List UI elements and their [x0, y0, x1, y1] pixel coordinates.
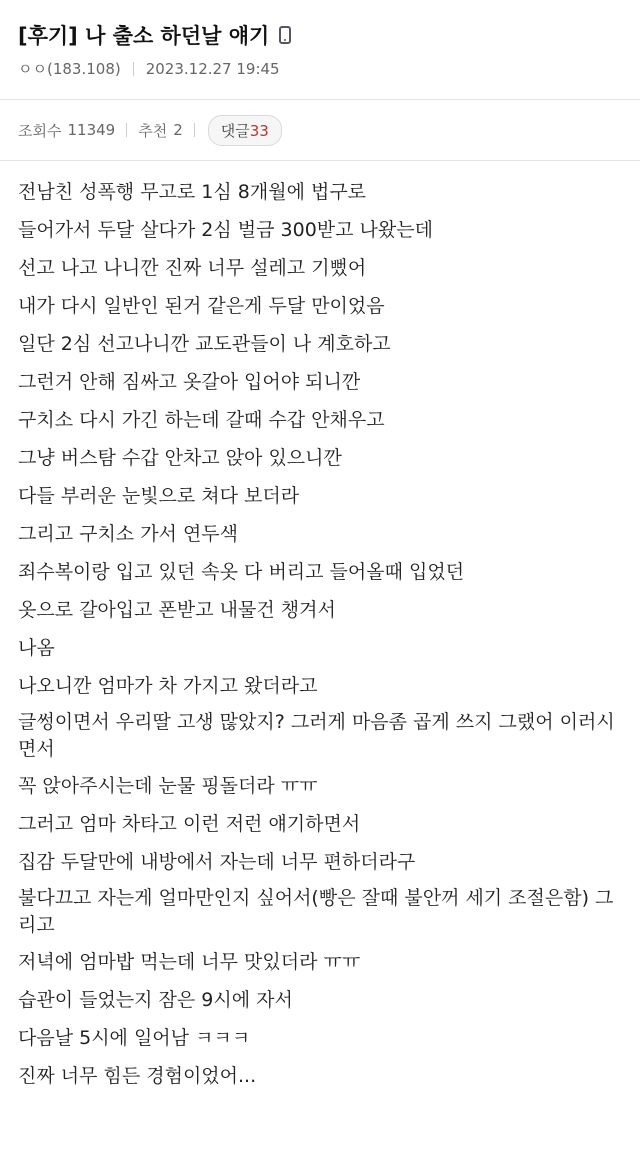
recommend-label: 추천	[138, 121, 168, 140]
body-line: 집감 두달만에 내방에서 자는데 너무 편하더라구	[18, 851, 416, 873]
divider	[194, 123, 195, 137]
divider	[133, 62, 134, 76]
body-line: 다음날 5시에 일어남 ㅋㅋㅋ	[18, 1027, 251, 1049]
comments-button[interactable]	[208, 115, 282, 146]
post-title: [후기] 나 출소 하던날 얘기	[18, 24, 270, 48]
body-line: 그냥 버스탐 수갑 안차고 앉아 있으니깐	[18, 447, 342, 469]
post-body	[0, 161, 640, 1095]
views-count: 11349	[67, 121, 116, 139]
body-line: 죄수복이랑 입고 있던 속옷 다 버리고 들어올때 입었던	[18, 561, 465, 583]
body-line: 글썽이면서 우리딸 고생 많았지? 그러게 마음좀 곱게 쓰지 그랬어 이러시면서	[18, 711, 615, 760]
body-line: 나옴	[18, 637, 55, 659]
post-title-row	[18, 18, 622, 52]
body-line: 불다끄고 자는게 얼마만인지 싶어서(빵은 잘때 불안꺼 세기 조절은함) 그리고	[18, 887, 614, 936]
post-date: 2023.12.27 19:45	[145, 59, 280, 78]
body-line: 진짜 너무 힘든 경험이었어...	[18, 1065, 257, 1087]
body-line: 그리고 구치소 가서 연두색	[18, 523, 239, 545]
body-line: 일단 2심 선고나니깐 교도관들이 나 계호하고	[18, 333, 391, 355]
body-line: 저녁에 엄마밥 먹는데 너무 맛있더라 ㅠㅠ	[18, 951, 361, 973]
recommend-count: 2	[173, 121, 183, 139]
body-line: 습관이 들었는지 잠은 9시에 자서	[18, 989, 293, 1011]
body-line: 그러고 엄마 차타고 이런 저런 얘기하면서	[18, 813, 361, 835]
comments-label: 댓글	[220, 121, 250, 140]
post-meta	[18, 58, 622, 79]
body-line: 선고 나고 나니깐 진짜 너무 설레고 기뻤어	[18, 257, 367, 279]
views-label: 조회수	[18, 121, 62, 140]
body-line: 구치소 다시 가긴 하는데 갈때 수갑 안채우고	[18, 409, 385, 431]
body-line: 들어가서 두달 살다가 2심 벌금 300받고 나왔는데	[18, 219, 433, 241]
post-header	[0, 0, 640, 80]
body-line: 꼭 앉아주시는데 눈물 핑돌더라 ㅠㅠ	[18, 775, 318, 797]
body-line: 옷으로 갈아입고 폰받고 내물건 챙겨서	[18, 599, 336, 621]
body-line: 그런거 안해 짐싸고 옷갈아 입어야 되니깐	[18, 371, 361, 393]
divider	[126, 123, 127, 137]
body-line: 전남친 성폭행 무고로 1심 8개월에 법구로	[18, 181, 367, 203]
body-line: 나오니깐 엄마가 차 가지고 왔더라고	[18, 675, 318, 697]
body-line: 다들 부러운 눈빛으로 쳐다 보더라	[18, 485, 300, 507]
mobile-phone-icon	[279, 26, 291, 44]
body-line: 내가 다시 일반인 된거 같은게 두달 만이었음	[18, 295, 385, 317]
author-name[interactable]: ㅇㅇ(183.108)	[18, 60, 121, 78]
post-stats-bar	[0, 99, 640, 161]
comments-count: 33	[249, 121, 269, 140]
